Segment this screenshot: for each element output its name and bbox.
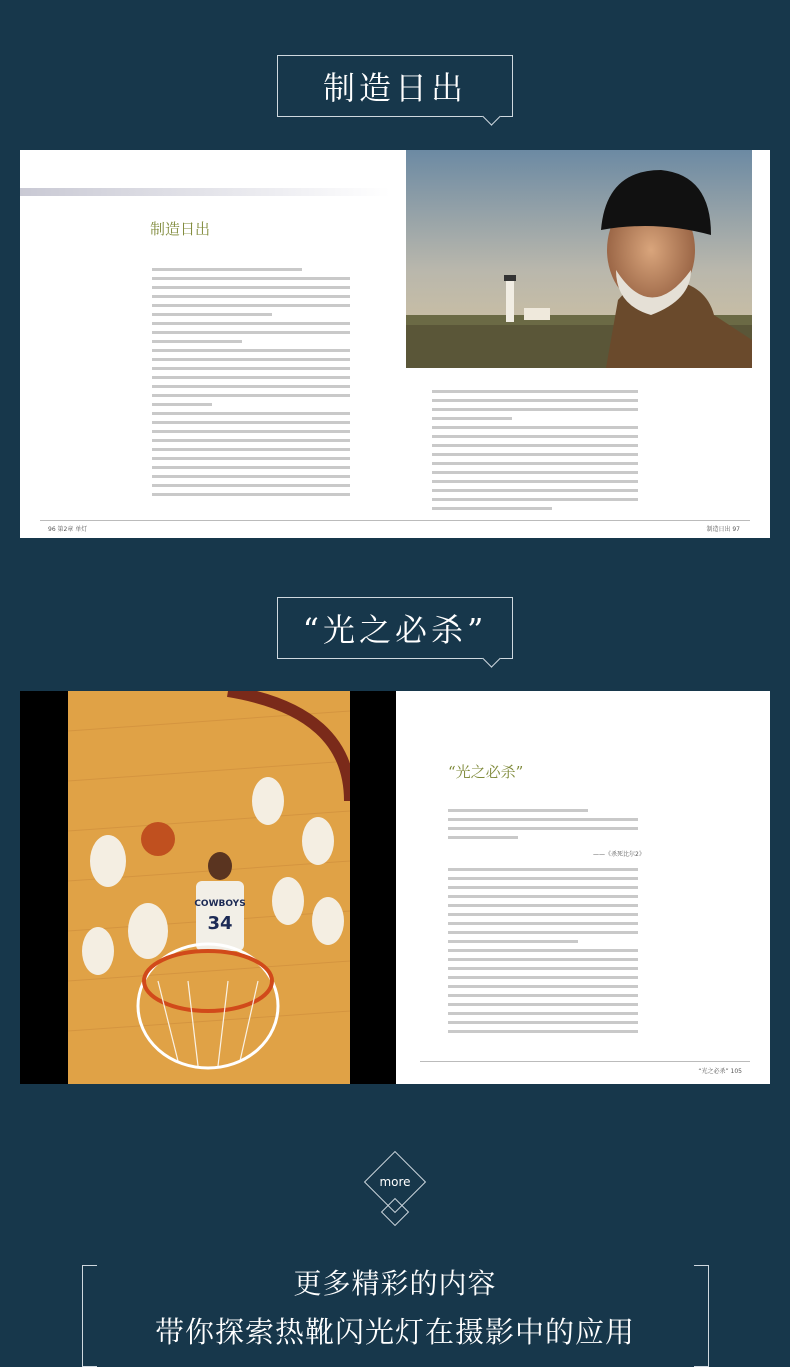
left-page-body-text	[152, 268, 352, 502]
section-heading-text: “光之必杀”	[302, 611, 488, 649]
photo-man-lighthouse	[406, 150, 752, 368]
right-page-footer: 制造日出 97	[706, 526, 740, 533]
page-title: 制造日出	[150, 220, 211, 238]
book-spread-sunrise	[20, 150, 770, 538]
right-page-body-text	[448, 868, 638, 1039]
footer-rule	[420, 1061, 750, 1062]
section-heading-text: 制造日出	[322, 69, 467, 107]
section-heading-light-kill	[277, 597, 513, 659]
photo-basketball-dunk	[68, 691, 350, 1084]
more-badge	[365, 1158, 425, 1228]
right-page-footer: “光之必杀” 105	[698, 1068, 742, 1075]
footer-rule	[40, 520, 750, 521]
heading-tail-decoration	[482, 649, 500, 667]
svg-text:34: 34	[207, 913, 233, 934]
right-page-body-text	[432, 390, 638, 516]
chapter-gradient-bar	[20, 188, 390, 196]
promo-line-2: 带你探索热靴闪光灯在摄影中的应用	[154, 1315, 635, 1349]
more-label: more	[379, 1175, 411, 1189]
left-page-footer: 96 第2章 单灯	[48, 526, 88, 533]
section-heading-sunrise	[277, 55, 513, 117]
heading-tail-decoration	[482, 107, 500, 125]
svg-text:COWBOYS: COWBOYS	[194, 899, 246, 909]
right-page-quote-text	[448, 809, 638, 845]
book-spread-basketball	[20, 691, 770, 1084]
page-title: “光之必杀”	[448, 763, 524, 781]
photo-basketball-image	[68, 691, 350, 1084]
photo-man-lighthouse-image	[406, 150, 752, 368]
promo-line-1: 更多精彩的内容	[293, 1267, 497, 1300]
quote-source: ——《杀死比尔2》	[593, 851, 645, 858]
